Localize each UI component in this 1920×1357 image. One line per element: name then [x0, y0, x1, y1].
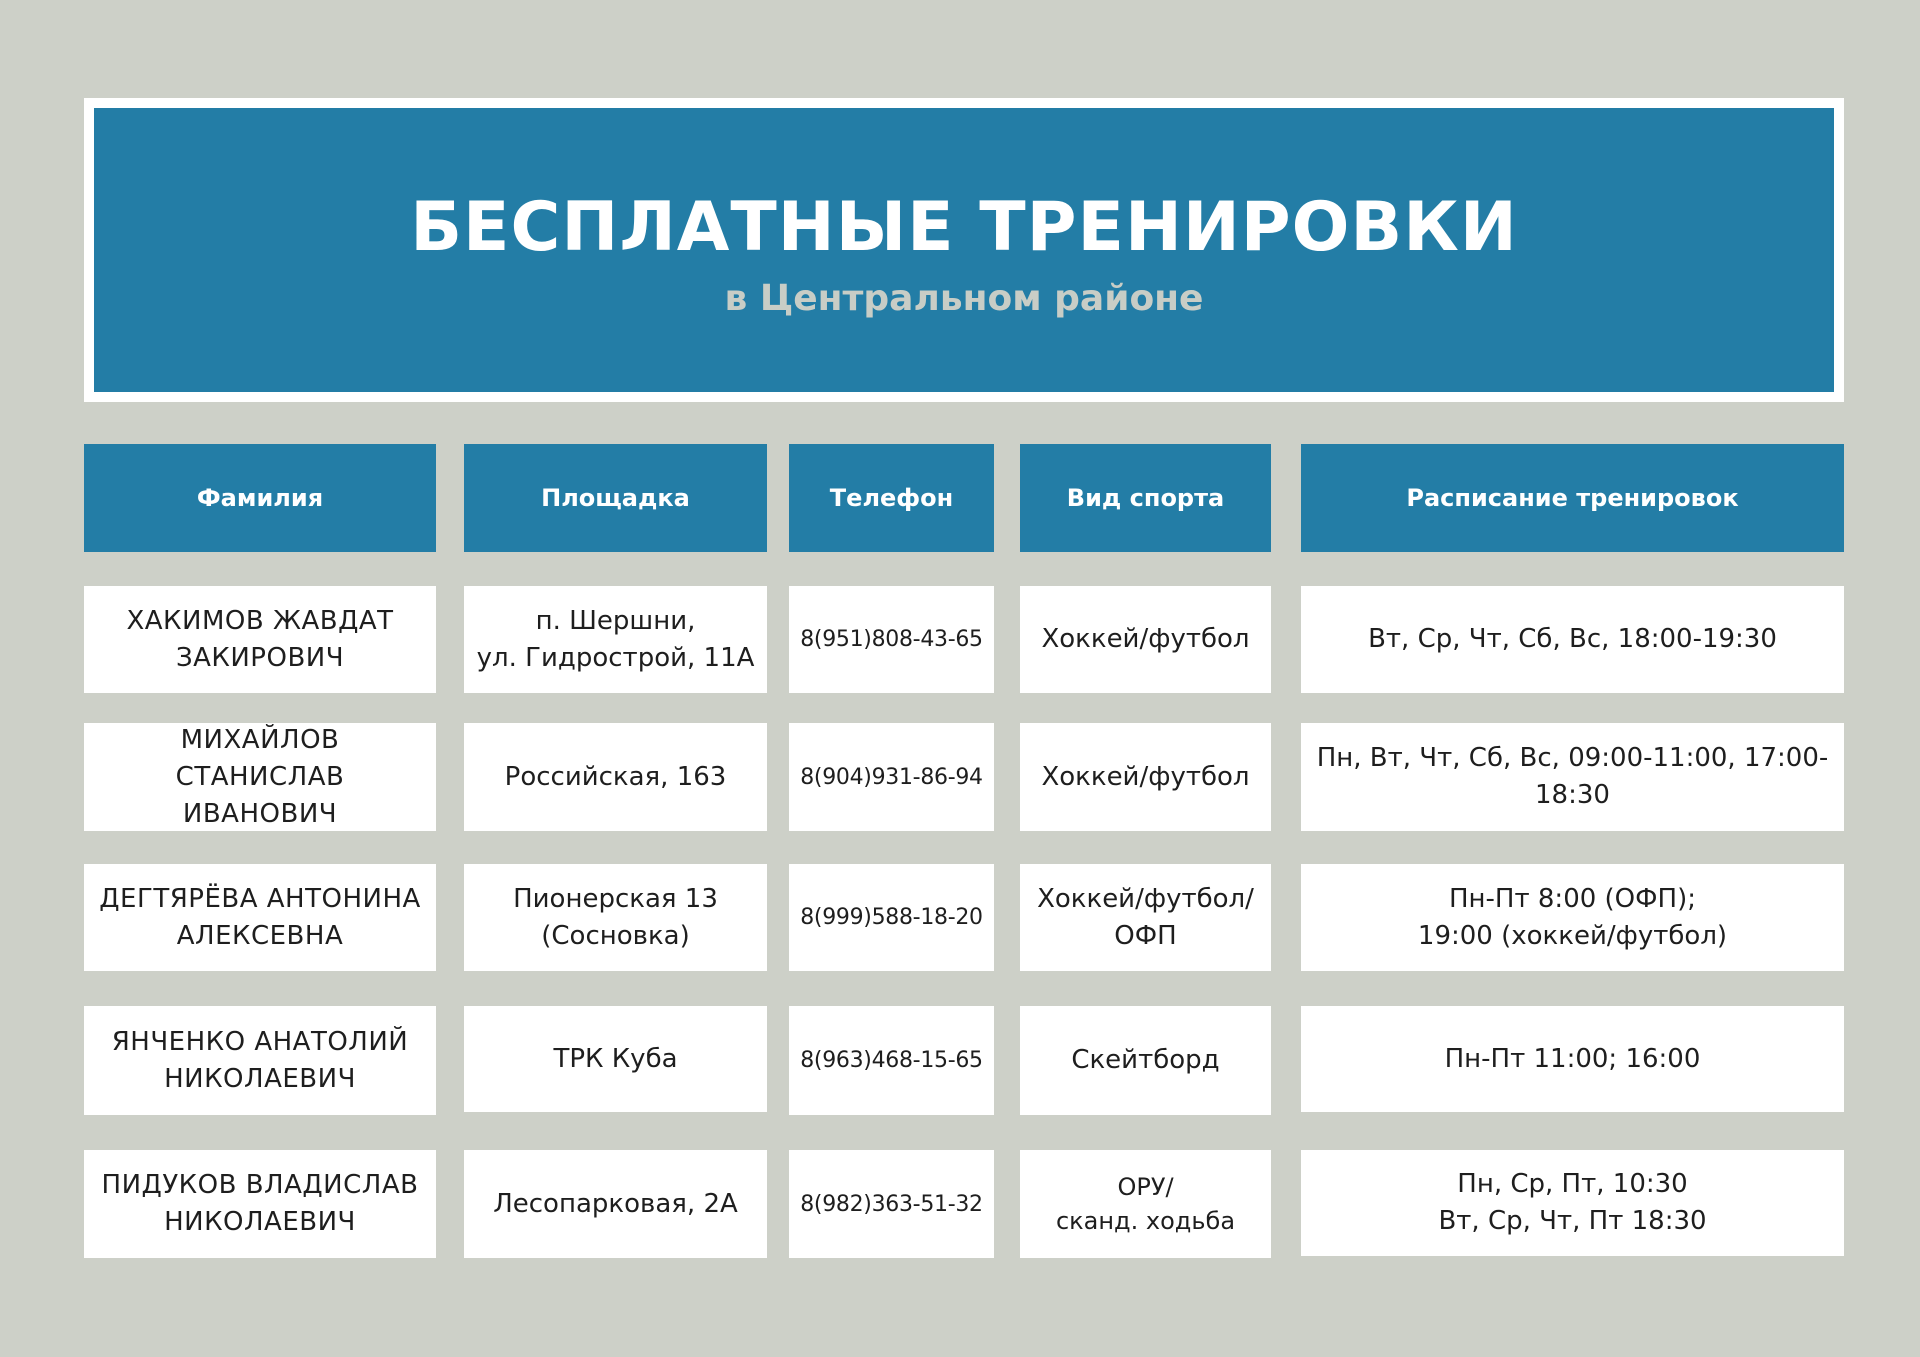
coach-name: ПИДУКОВ ВЛАДИСЛАВ НИКОЛАЕВИЧ — [101, 1170, 419, 1237]
page-subtitle: в Центральном районе — [724, 278, 1204, 319]
phone-text: 8(904)931-86-94 — [800, 764, 983, 790]
table-cell-sport — [1020, 586, 1271, 693]
header-venue-label: Площадка — [541, 484, 690, 512]
coach-name: МИХАЙЛОВ СТАНИСЛАВ ИВАНОВИЧ — [175, 724, 345, 829]
table-cell-venue — [464, 723, 767, 831]
table-cell-name — [84, 864, 436, 971]
table-cell-phone — [789, 864, 994, 971]
title-banner-frame — [84, 98, 1844, 402]
table-cell-phone — [789, 723, 994, 831]
header-surname — [84, 444, 436, 552]
header-schedule — [1301, 444, 1844, 552]
table-cell-venue — [464, 586, 767, 693]
header-sport — [1020, 444, 1271, 552]
header-phone-label: Телефон — [829, 484, 954, 512]
phone-text: 8(963)468-15-65 — [800, 1048, 983, 1073]
table-cell-name — [84, 1006, 436, 1115]
schedule-text: Вт, Ср, Чт, Сб, Вс, 18:00-19:30 — [1368, 624, 1777, 654]
coach-name: ДЕГТЯРЁВА АНТОНИНА АЛЕКСЕВНА — [99, 883, 421, 951]
table-cell-phone — [789, 586, 994, 693]
table-cell-venue — [464, 1006, 767, 1112]
sport-text: Скейтборд — [1071, 1045, 1220, 1075]
table-cell-venue — [464, 1150, 767, 1258]
table-cell-name — [84, 1150, 436, 1258]
title-banner — [94, 108, 1834, 392]
venue-text: Российская, 163 — [504, 761, 727, 792]
venue-text: ТРК Куба — [553, 1043, 678, 1074]
sport-text: Хоккей/футбол — [1041, 761, 1250, 792]
table-cell-sport — [1020, 723, 1271, 831]
sport-text: Хоккей/футбол/ ОФП — [1037, 883, 1254, 951]
table-cell-phone — [789, 1006, 994, 1115]
venue-text: Пионерская 13 (Сосновка) — [513, 883, 718, 951]
table-cell-sport — [1020, 1150, 1271, 1258]
schedule-text: Пн, Вт, Чт, Сб, Вс, 09:00-11:00, 17:00- 18:30 — [1316, 743, 1829, 810]
venue-text: Лесопарковая, 2А — [493, 1188, 738, 1219]
header-phone — [789, 444, 994, 552]
schedule-text: Пн-Пт 11:00; 16:00 — [1444, 1043, 1701, 1074]
schedule-text: Пн-Пт 8:00 (ОФП); 19:00 (хоккей/футбол) — [1417, 883, 1728, 951]
venue-text: п. Шершни, ул. Гидрострой, 11А — [476, 605, 755, 673]
header-schedule-label: Расписание тренировок — [1406, 484, 1739, 512]
table-cell-name — [84, 586, 436, 693]
phone-text: 8(982)363-51-32 — [800, 1191, 983, 1217]
page-title: БЕСПЛАТНЫЕ ТРЕНИРОВКИ — [410, 188, 1518, 267]
coach-name: ХАКИМОВ ЖАВДАТ ЗАКИРОВИЧ — [126, 605, 394, 673]
phone-text: 8(951)808-43-65 — [800, 627, 983, 652]
table-cell-sport — [1020, 864, 1271, 971]
table-cell-schedule — [1301, 723, 1844, 831]
table-cell-schedule — [1301, 586, 1844, 693]
table-cell-name — [84, 723, 436, 831]
table-cell-schedule — [1301, 1006, 1844, 1112]
table-cell-sport — [1020, 1006, 1271, 1115]
header-surname-label: Фамилия — [196, 484, 324, 512]
header-venue — [464, 444, 767, 552]
coach-name: ЯНЧЕНКО АНАТОЛИЙ НИКОЛАЕВИЧ — [111, 1026, 409, 1094]
table-cell-phone — [789, 1150, 994, 1258]
table-cell-schedule — [1301, 1150, 1844, 1256]
phone-text: 8(999)588-18-20 — [800, 905, 983, 930]
sport-text: Хоккей/футбол — [1041, 624, 1250, 654]
schedule-text: Пн, Ср, Пт, 10:30 Вт, Ср, Чт, Пт 18:30 — [1438, 1169, 1707, 1236]
header-sport-label: Вид спорта — [1066, 484, 1225, 512]
table-cell-schedule — [1301, 864, 1844, 971]
sport-text: ОРУ/ сканд. ходьба — [1055, 1173, 1236, 1235]
table-cell-venue — [464, 864, 767, 971]
